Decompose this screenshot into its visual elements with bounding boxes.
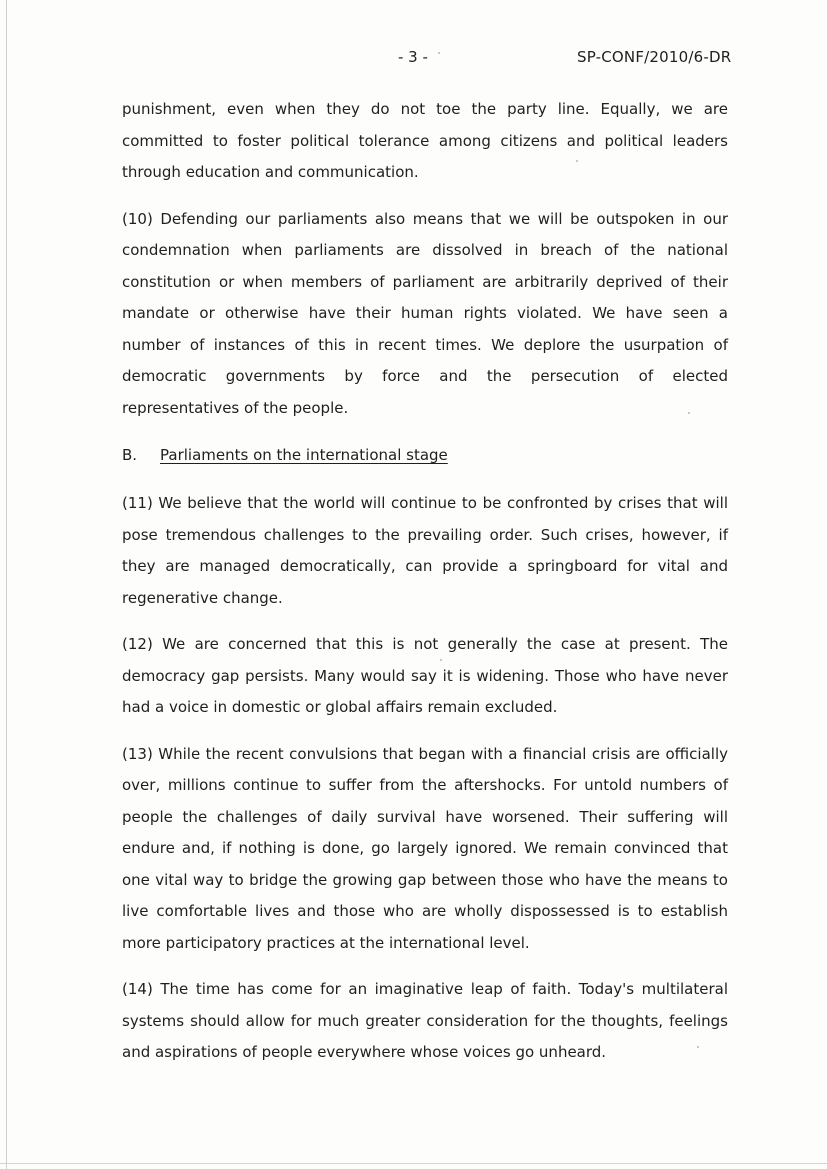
scan-speck [697, 1046, 699, 1048]
scan-speck [688, 412, 690, 414]
document-body [122, 94, 728, 1084]
paragraph-11: (11) We believe that the world will continue to be confronted by crises that will pose tremendous challenges to the prevailing order. Such crises, however, if they are managed democratically, can provide a springboard for vital and regenerative change. [122, 494, 728, 607]
page-header [0, 48, 827, 72]
section-heading-b [122, 440, 728, 471]
scan-left-edge [6, 0, 7, 1169]
section-letter: B. [122, 446, 138, 464]
paragraph-10: (10) Defending our parliaments also means that we will be outspoken in our condemnation when parliaments are dissolved in breach of the national constitution or when members of parliament are arbitrarily deprived of their mandate or otherwise have their human rights violated. We have seen a number of instances of this in recent times. We deplore the usurpation of democratic governments by force and the persecution of elected representatives of the people. [122, 209, 728, 417]
section-title: Parliaments on the international stage [160, 446, 448, 464]
page-number: - 3 - [398, 48, 428, 66]
paragraph-14: (14) The time has come for an imaginative leap of faith. Today's multilateral systems should allow for much greater consideration for the thoughts, feelings and aspirations of people everywhere whose voices go unheard. [122, 980, 728, 1061]
scan-speck [576, 160, 578, 162]
paragraph-13: (13) While the recent convulsions that began with a financial crisis are officially over, millions continue to suffer from the aftershocks. For untold numbers of people the challenges of daily survival have worsened. Their suffering will endure and, if nothing is done, go largely ignored. We remain convinced that one vital way to bridge the growing gap between those who have the means to live comfortable lives and those who are wholly dispossessed is to establish more participatory practices at the international level. [122, 744, 728, 952]
paragraph-continuation: punishment, even when they do not toe the party line. Equally, we are committed to foster political tolerance among citizens and political leaders through education and communication. [122, 100, 728, 181]
document-reference: SP-CONF/2010/6-DR [577, 48, 732, 66]
scan-bottom-edge [0, 1163, 827, 1164]
scan-speck [438, 52, 440, 54]
paragraph-12: (12) We are concerned that this is not generally the case at present. The democracy gap persists. Many would say it is widening. Those who have never had a voice in domestic or global affairs remain excluded. [122, 635, 728, 716]
scan-speck [440, 659, 442, 661]
